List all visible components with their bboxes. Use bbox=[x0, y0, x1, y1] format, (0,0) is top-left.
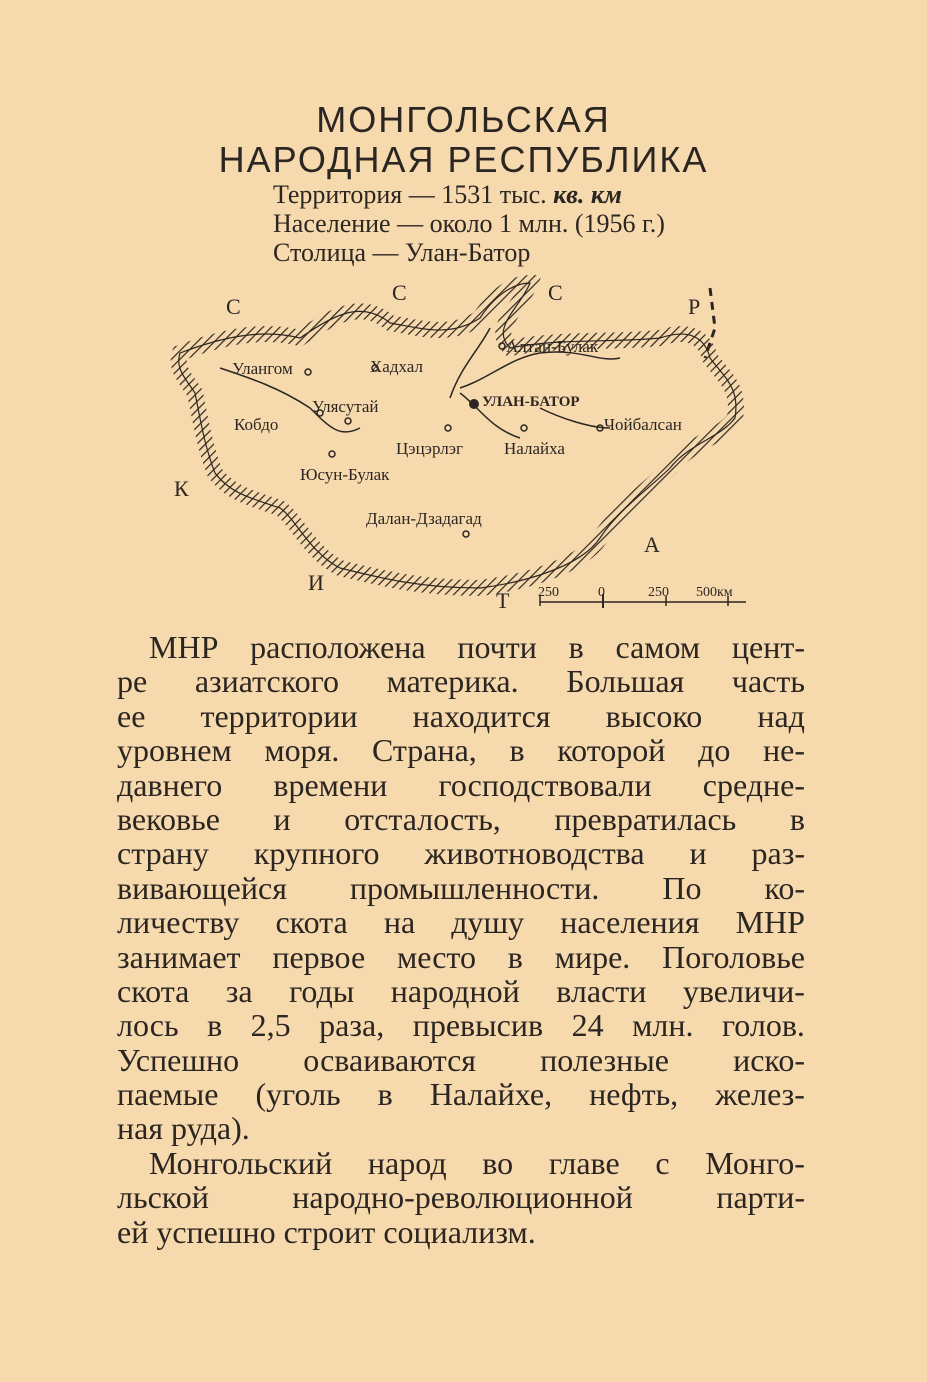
city-ulyasutai: Улясутай bbox=[312, 397, 379, 416]
border-letter-southwest: И bbox=[308, 570, 324, 595]
paragraph-1-line: ная руда). bbox=[117, 1110, 250, 1147]
facts-block bbox=[273, 180, 665, 267]
body-text bbox=[117, 630, 805, 1249]
paragraph-2-line: ей успешно строит социализм. bbox=[117, 1213, 536, 1250]
paragraph-2-line: Монгольский народ во главе с Монго- bbox=[149, 1144, 805, 1181]
river-4 bbox=[450, 328, 490, 398]
border-letter-southeast: А bbox=[644, 532, 660, 557]
paragraph-1-line: вековье и отсталость, превратилась в bbox=[117, 800, 805, 837]
scale-250-right: 250 bbox=[648, 585, 669, 600]
title-line-2: НАРОДНАЯ РЕСПУБЛИКА bbox=[218, 139, 709, 180]
city-nalaiha: Налайха bbox=[504, 439, 565, 458]
border-letter-north-top: С bbox=[392, 280, 407, 305]
fact-population: Население — около 1 млн. (1956 г.) bbox=[273, 209, 665, 238]
city-tsetserleg: Цэцэрлэг bbox=[396, 439, 463, 458]
mongolia-map bbox=[160, 268, 760, 613]
territory-unit: кв. км bbox=[553, 180, 622, 209]
paragraph-1-line: лось в 2,5 раза, превысив 24 млн. голов. bbox=[117, 1007, 805, 1044]
paragraph-1-line: ее территории находится высоко над bbox=[117, 697, 805, 734]
fact-territory bbox=[273, 180, 665, 209]
paragraph-1-line: вивающейся промышленности. По ко- bbox=[117, 869, 805, 906]
scale-500km: 500км bbox=[696, 585, 733, 600]
border-letter-west: К bbox=[174, 476, 189, 501]
fact-capital: Столица — Улан-Батор bbox=[273, 238, 531, 267]
paragraph-1-line: МНР расположена почти в самом цент- bbox=[149, 629, 805, 665]
river-2 bbox=[460, 352, 620, 388]
title-line-1: МОНГОЛЬСКАЯ bbox=[316, 99, 611, 140]
paragraph-2-line: льской народно-революционной парти- bbox=[117, 1179, 805, 1216]
border-letter-north-right: С bbox=[548, 280, 563, 305]
paragraph-1-line: давнего времени господствовали средне- bbox=[117, 766, 805, 803]
border-letter-northeast: Р bbox=[688, 294, 701, 319]
city-yusun-bulak: Юсун-Булак bbox=[300, 465, 390, 484]
paragraph-1-line: ре азиатского материка. Большая часть bbox=[117, 663, 805, 700]
city-ulan-bator: УЛАН-БАТОР bbox=[482, 394, 580, 410]
paragraph-1-line: занимает первое место в мире. Поголовье bbox=[117, 938, 805, 975]
paragraph-1 bbox=[117, 630, 805, 1146]
paragraph-1-line: страну крупного животноводства и раз- bbox=[117, 835, 805, 872]
city-ulangom: Улангом bbox=[232, 359, 293, 378]
city-hadhal: Хадхал bbox=[370, 357, 423, 376]
paragraph-1-line: Успешно осваиваются полезные иско- bbox=[117, 1041, 805, 1078]
city-altan-bulak: Алтан-Булак bbox=[506, 337, 599, 356]
paragraph-2 bbox=[117, 1146, 805, 1249]
paragraph-1-line: скота за годы народной власти увеличи- bbox=[117, 972, 805, 1009]
scale-0: 0 bbox=[598, 585, 605, 600]
paragraph-1-line: уровнем моря. Страна, в которой до не- bbox=[117, 732, 805, 769]
border-letter-south: Т bbox=[496, 588, 510, 613]
city-kobdo: Кобдо bbox=[234, 415, 279, 434]
paragraph-1-line: паемые (уголь в Налайхе, нефть, желез- bbox=[117, 1076, 805, 1113]
city-choibalsan: Чойбалсан bbox=[604, 415, 682, 434]
paragraph-1-line: личеству скота на душу населения МНР bbox=[117, 904, 805, 941]
scale-250-left: 250 bbox=[538, 585, 559, 600]
border-letter-northwest: С bbox=[226, 294, 241, 319]
city-dalan-dzadagad: Далан-Дзадагад bbox=[366, 509, 482, 528]
territory-text: Территория — 1531 тыс. bbox=[273, 180, 547, 209]
